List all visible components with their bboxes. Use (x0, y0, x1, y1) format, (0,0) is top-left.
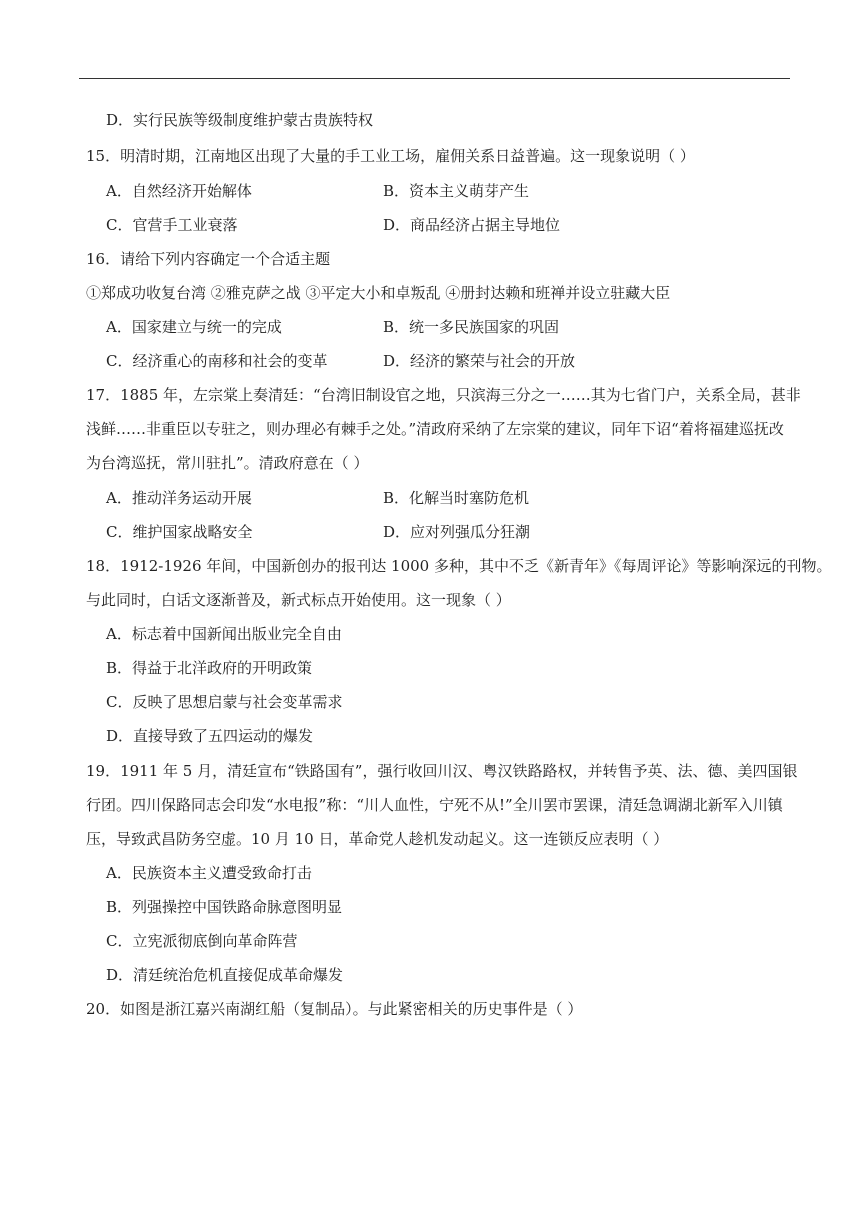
q20-stem: 20．如图是浙江嘉兴南湖红船（复制品）。与此紧密相关的历史事件是（ ） (86, 1000, 583, 1018)
q17-stem-line1: 17．1885 年，左宗棠上奏清廷：“台湾旧制设官之地，只滨海三分之一……其为七省门户，关系全局，甚非 (86, 386, 801, 404)
q17-option-a: A．推动洋务运动开展 (106, 489, 252, 507)
q19-option-d: D．清廷统治危机直接促成革命爆发 (106, 966, 344, 984)
q19-stem-line1: 19．1911 年 5 月，清廷宣布“铁路国有”，强行收回川汉、粤汉铁路路权，并转售予英、法、德、美四国银 (86, 762, 798, 780)
q15-stem: 15．明清时期，江南地区出现了大量的手工业工场，雇佣关系日益普遍。这一现象说明（ ） (86, 147, 695, 165)
q16-option-c: C．经济重心的南移和社会的变革 (106, 352, 328, 370)
q18-option-c: C．反映了思想启蒙与社会变革需求 (106, 693, 343, 711)
q19-option-b: B．列强操控中国铁路命脉意图明显 (106, 898, 343, 916)
q17-stem-line3: 为台湾巡抚，常川驻扎”。清政府意在（ ） (86, 454, 369, 472)
q18-option-d: D．直接导致了五四运动的爆发 (106, 727, 314, 745)
q19-stem-line2: 行团。四川保路同志会印发“水电报”称：“川人血性，宁死不从!”全川罢市罢课，清廷急调湖北新军入川镇 (86, 796, 783, 814)
q15-option-b: B．资本主义萌芽产生 (383, 182, 530, 200)
q15-option-d: D．商品经济占据主导地位 (383, 216, 561, 234)
q18-option-b: B．得益于北洋政府的开明政策 (106, 659, 313, 677)
q16-option-d: D．经济的繁荣与社会的开放 (383, 352, 576, 370)
q15-option-c: C．官营手工业衰落 (106, 216, 238, 234)
q14-option-d: D．实行民族等级制度维护蒙古贵族特权 (106, 111, 374, 129)
q17-option-b: B．化解当时塞防危机 (383, 489, 530, 507)
q18-option-a: A．标志着中国新闻出版业完全自由 (106, 625, 342, 643)
q19-option-a: A．民族资本主义遭受致命打击 (106, 864, 312, 882)
q18-stem-line1: 18．1912-1926 年间，中国新创办的报刊达 1000 多种，其中不乏《新青年》《每周评论》等影响深远的刊物。 (86, 557, 832, 575)
q17-option-c: C．维护国家战略安全 (106, 523, 253, 541)
q15-option-a: A．自然经济开始解体 (106, 182, 252, 200)
q16-stem: 16．请给下列内容确定一个合适主题 (86, 250, 331, 268)
q16-option-a: A．国家建立与统一的完成 (106, 318, 282, 336)
q18-stem-line2: 与此同时，白话文逐渐普及，新式标点开始使用。这一现象（ ） (86, 591, 511, 609)
q19-option-c: C．立宪派彻底倒向革命阵营 (106, 932, 298, 950)
q17-stem-line2: 浅鲜……非重臣以专驻之，则办理必有棘手之处。”清政府采纳了左宗棠的建议，同年下诏“着将福建巡抚改 (86, 420, 784, 438)
q19-stem-line3: 压，导致武昌防务空虚。10 月 10 日，革命党人趁机发动起义。这一连锁反应表明（ ） (86, 830, 669, 848)
q17-option-d: D．应对列强瓜分狂潮 (383, 523, 531, 541)
q16-option-b: B．统一多民族国家的巩固 (383, 318, 560, 336)
header-rule (79, 78, 790, 79)
q16-items: ①郑成功收复台湾 ②雅克萨之战 ③平定大小和卓叛乱 ④册封达赖和班禅并设立驻藏大臣 (86, 284, 671, 302)
